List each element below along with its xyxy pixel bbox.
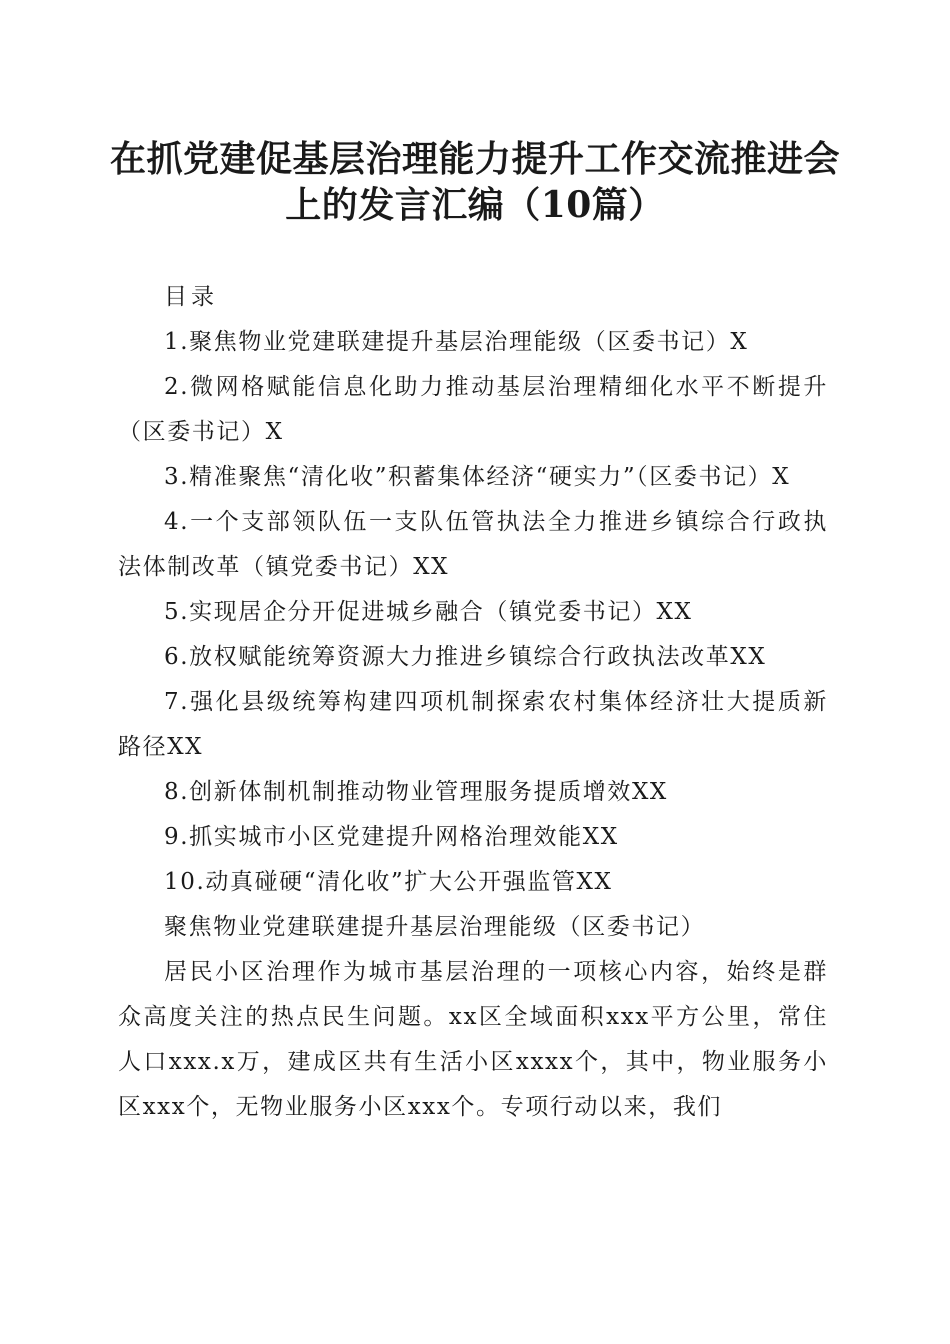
body-paragraph: 居民小区治理作为城市基层治理的一项核心内容，始终是群众高度关注的热点民生问题。xx区全域面积xxx平方公里，常住人口xxx.x万，建成区共有生活小区xxxx个，其中，物业服务小区xxx个，无物业服务小区xxx个。专项行动以来，我们 (118, 959, 828, 1120)
title-line-1: 在抓党建促基层治理能力提升工作交流推进会 (109, 138, 840, 180)
toc-item-3: 3.精准聚焦“清化收”积蓄集体经济“硬实力”（区委书记）X (164, 464, 791, 490)
toc-item-8: 8.创新体制机制推动物业管理服务提质增效XX (164, 779, 668, 805)
toc-item-1: 1.聚焦物业党建联建提升基层治理能级（区委书记）X (164, 329, 749, 355)
document-title (70, 136, 880, 228)
title-line-2: 上的发言汇编（10篇） (285, 184, 665, 226)
toc-item-2: 2.微网格赋能信息化助力推动基层治理精细化水平不断提升（区委书记）X (118, 374, 828, 445)
toc-item-5: 5.实现居企分开促进城乡融合（镇党委书记）XX (164, 599, 693, 625)
toc-item-10: 10.动真碰硬“清化收”扩大公开强监管XX (164, 869, 613, 895)
toc-item-9: 9.抓实城市小区党建提升网格治理效能XX (164, 824, 619, 850)
toc-heading: 目录 (164, 284, 218, 310)
toc-item-6: 6.放权赋能统筹资源大力推进乡镇综合行政执法改革XX (164, 644, 767, 670)
toc-item-7: 7.强化县级统筹构建四项机制探索农村集体经济壮大提质新路径XX (118, 689, 828, 760)
document-body (118, 275, 828, 1130)
section-title: 聚焦物业党建联建提升基层治理能级（区委书记） (164, 914, 706, 940)
toc-item-4: 4.一个支部领队伍一支队伍管执法全力推进乡镇综合行政执法体制改革（镇党委书记）XX (118, 509, 828, 580)
